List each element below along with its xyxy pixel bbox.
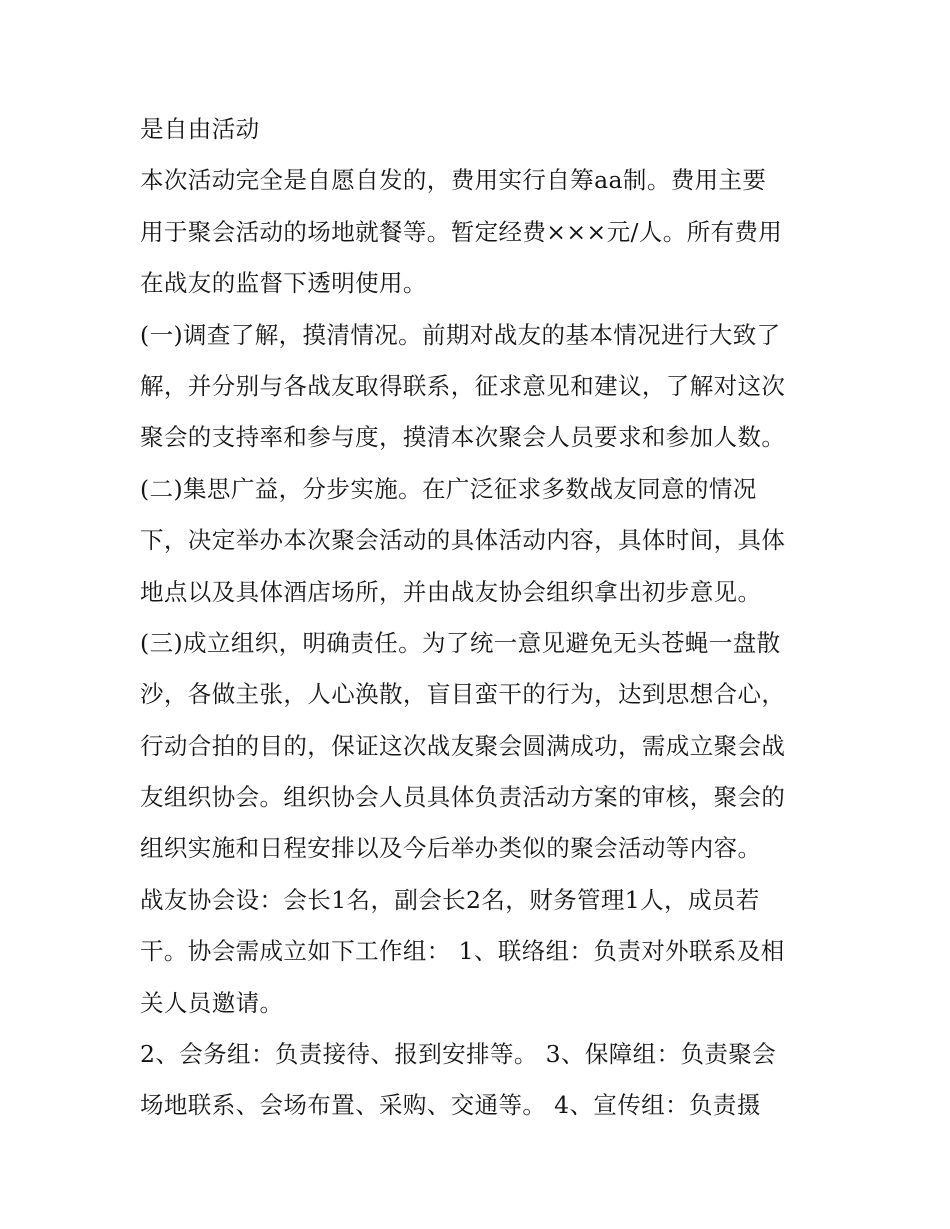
text-line: 聚会的支持率和参与度，摸清本次聚会人员要求和参加人数。 — [140, 423, 786, 452]
text-line: 下，决定举办本次聚会活动的具体活动内容，具体时间，具体 — [140, 526, 786, 555]
text-line: (三)成立组织，明确责任。为了统一意见避免无头苍蝇一盘散 — [140, 628, 781, 657]
text-line: 解，并分别与各战友取得联系，征求意见和建议，了解对这次 — [140, 371, 786, 400]
text-line: 行动合拍的目的，保证这次战友聚会圆满成功，需成立聚会战 — [140, 731, 786, 760]
text-line: 干。协会需成立如下工作组： 1、联络组：负责对外联系及相 — [140, 937, 785, 966]
text-line: 用于聚会活动的场地就餐等。暂定经费×××元/人。所有费用 — [140, 217, 783, 246]
text-line: (一)调查了解，摸清情况。前期对战友的基本情况进行大致了 — [140, 320, 781, 349]
text-line: 地点以及具体酒店场所，并由战友协会组织拿出初步意见。 — [140, 577, 762, 606]
document-body — [140, 109, 830, 1137]
text-line: 是自由活动 — [140, 115, 260, 143]
text-line: 友组织协会。组织协会人员具体负责活动方案的审核，聚会的 — [140, 783, 786, 812]
text-line: 关人员邀请。 — [140, 988, 284, 1017]
text-line: 场地联系、会场布置、采购、交通等。 4、宣传组：负责摄 — [140, 1091, 761, 1120]
text-line: (二)集思广益，分步实施。在广泛征求多数战友同意的情况 — [140, 474, 757, 503]
text-line: 在战友的监督下透明使用。 — [140, 269, 427, 298]
text-line: 2、会务组：负责接待、报到安排等。 3、保障组：负责聚会 — [140, 1040, 777, 1069]
text-line: 沙，各做主张，人心涣散，盲目蛮干的行为，达到思想合心， — [140, 680, 786, 709]
text-line: 战友协会设：会长1名，副会长2名，财务管理1人，成员若 — [140, 885, 760, 914]
text-line: 本次活动完全是自愿自发的，费用实行自筹aa制。费用主要 — [140, 166, 767, 195]
text-line: 组织实施和日程安排以及今后举办类似的聚会活动等内容。 — [140, 834, 762, 863]
